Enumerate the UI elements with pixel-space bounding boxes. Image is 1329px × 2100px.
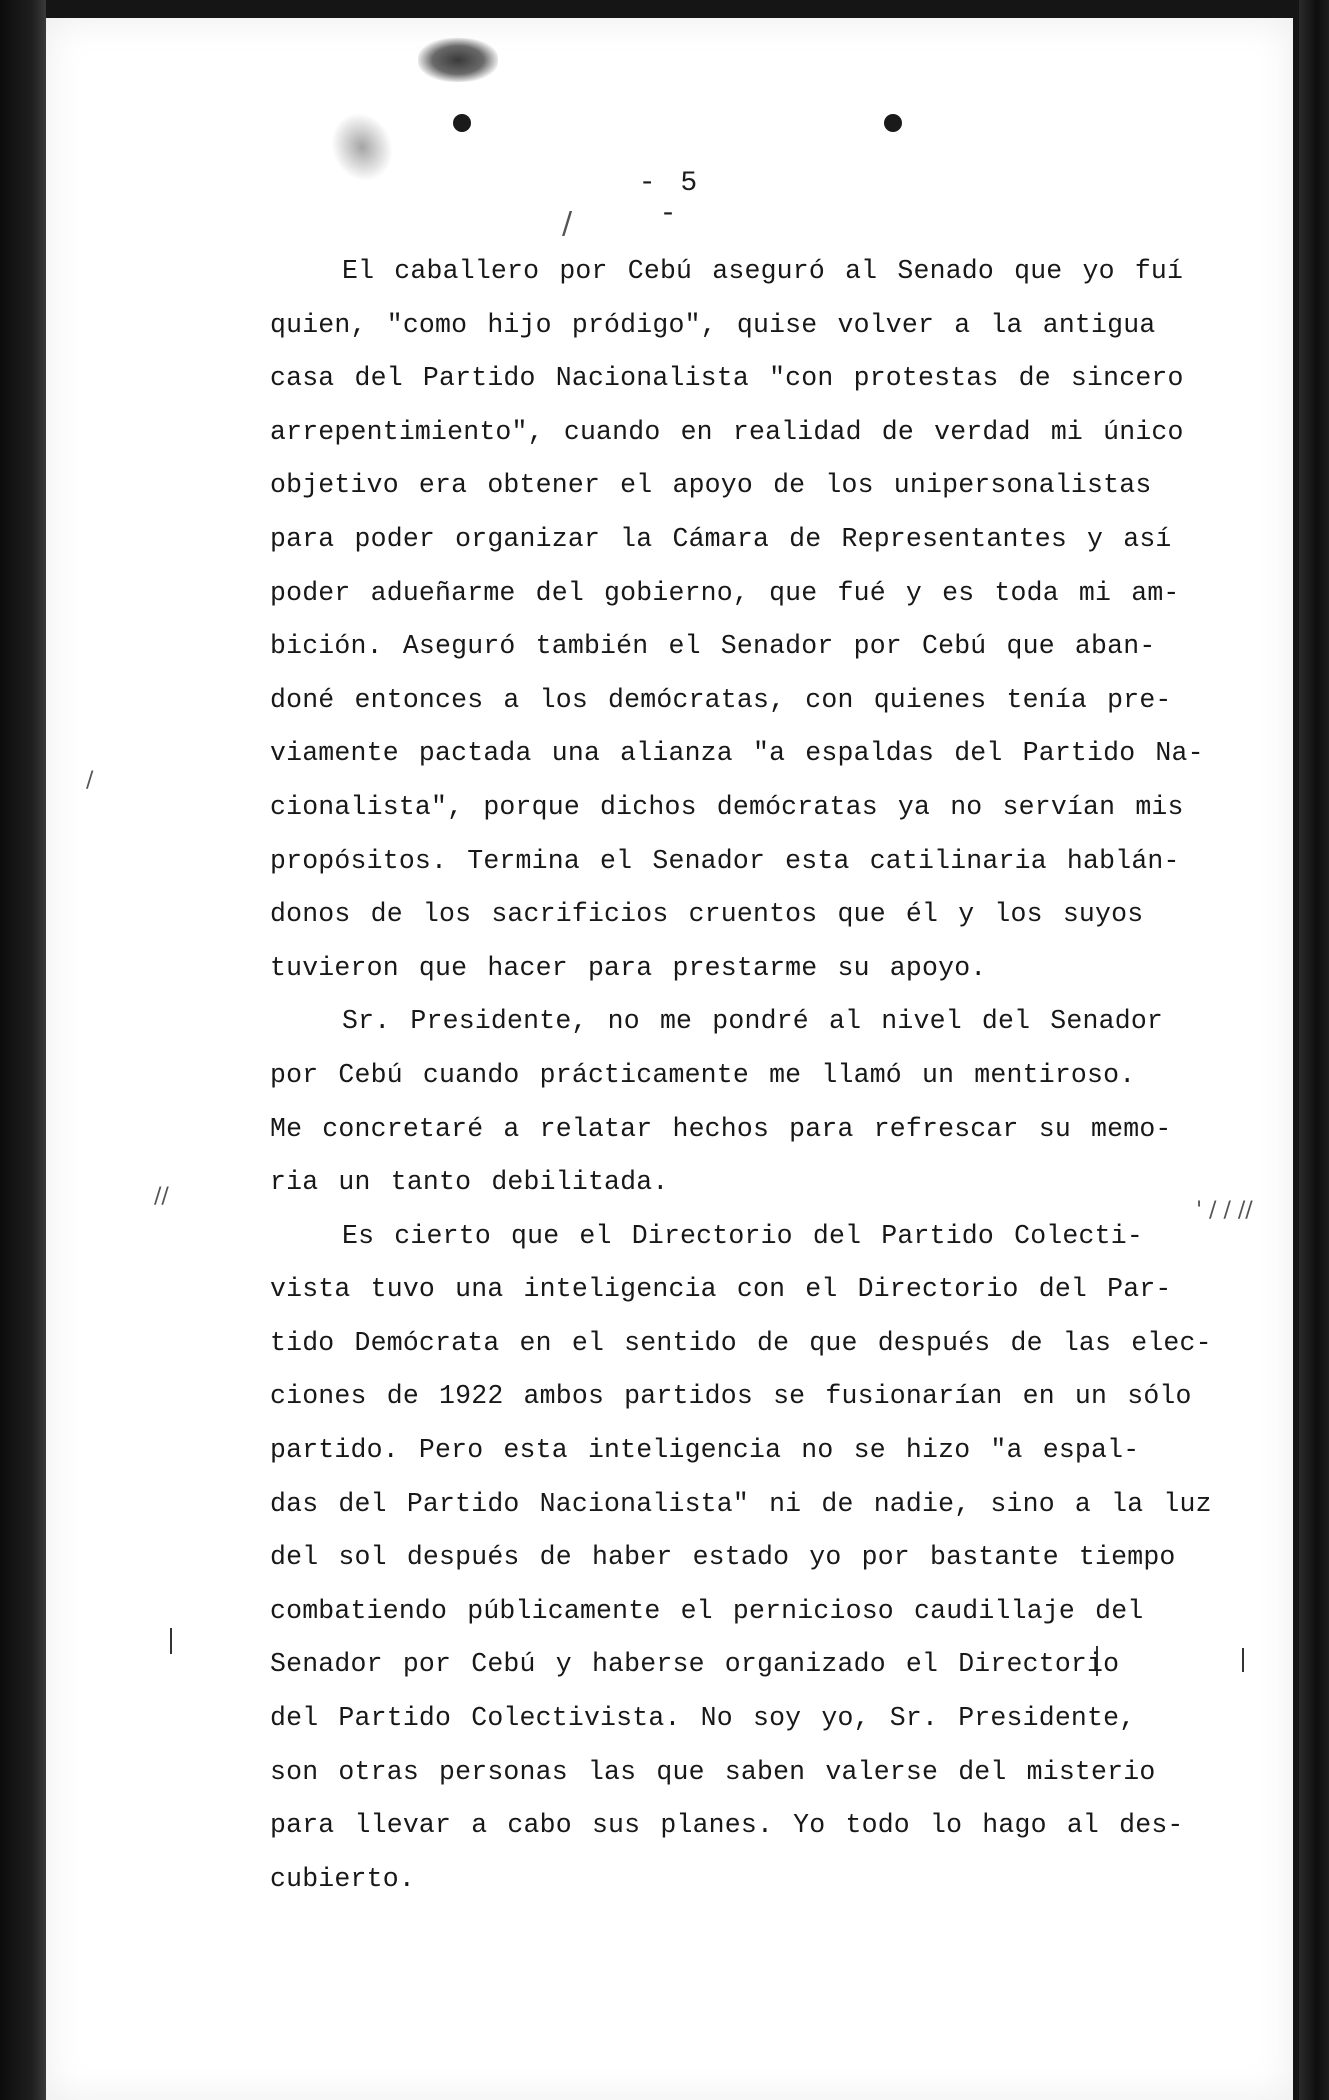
margin-tick — [1242, 1648, 1244, 1672]
text-line: bición. Aseguró también el Senador por Cebú que aban- — [270, 631, 1156, 662]
text-line: Es cierto que el Directorio del Partido Colecti- — [342, 1220, 1143, 1251]
text-line: casa del Partido Nacionalista "con protestas de sincero — [270, 363, 1184, 394]
text-line: del sol después de haber estado yo por bastante tiempo — [270, 1542, 1176, 1573]
punch-hole-left — [453, 114, 471, 132]
margin-tick — [170, 1628, 172, 1654]
scan-left-edge — [0, 0, 46, 2100]
pen-mark: / — [86, 768, 94, 793]
pen-mark: ' / / // — [1196, 1198, 1253, 1223]
text-line: Sr. Presidente, no me pondré al nivel del Senador — [342, 1006, 1164, 1037]
text-line: del Partido Colectivista. No soy yo, Sr. Presidente, — [270, 1703, 1136, 1734]
pen-mark: / — [562, 206, 573, 241]
punch-hole-right — [884, 114, 902, 132]
text-line: combatiendo públicamente el pernicioso caudillaje del — [270, 1595, 1144, 1626]
text-line: ciones de 1922 ambos partidos se fusionarían en un sólo — [270, 1381, 1192, 1412]
text-line: por Cebú cuando prácticamente me llamó un mentiroso. — [270, 1059, 1136, 1090]
text-line: arrepentimiento", cuando en realidad de verdad mi único — [270, 416, 1184, 447]
text-line: para llevar a cabo sus planes. Yo todo lo hago al des- — [270, 1810, 1184, 1841]
body-text — [270, 245, 1212, 1906]
text-line: viamente pactada una alianza "a espaldas del Partido Na- — [270, 738, 1204, 769]
text-line: partido. Pero esta inteligencia no se hizo "a espal- — [270, 1435, 1140, 1466]
text-line: son otras personas las que saben valerse del misterio — [270, 1756, 1156, 1787]
text-line: ria un tanto debilitada. — [270, 1167, 669, 1198]
text-line: tido Demócrata en el sentido de que después de las elec- — [270, 1327, 1212, 1358]
text-line: propósitos. Termina el Senador esta catilinaria hablán- — [270, 845, 1180, 876]
pen-mark: // — [154, 1184, 169, 1209]
ink-smudge — [418, 38, 498, 82]
text-line: doné entonces a los demócratas, con quienes tenía pre- — [270, 684, 1172, 715]
ink-smudge-small — [320, 103, 404, 192]
scan-right-edge — [1299, 0, 1329, 2100]
text-line: vista tuvo una inteligencia con el Directorio del Par- — [270, 1274, 1172, 1305]
text-line: cubierto. — [270, 1863, 415, 1894]
text-line: El caballero por Cebú aseguró al Senado que yo fuí — [342, 256, 1184, 286]
page-number: - 5 - — [638, 168, 702, 230]
text-line: das del Partido Nacionalista" ni de nadie, sino a la luz — [270, 1488, 1212, 1519]
text-line: Senador por Cebú y haberse organizado el Directorio — [270, 1649, 1120, 1680]
text-line: poder adueñarme del gobierno, que fué y es toda mi am- — [270, 577, 1180, 608]
text-line: para poder organizar la Cámara de Representantes y así — [270, 523, 1172, 554]
text-line: cionalista", porque dichos demócratas ya no servían mis — [270, 791, 1184, 822]
text-line: quien, "como hijo pródigo", quise volver a la antigua — [270, 309, 1156, 340]
text-line: tuvieron que hacer para prestarme su apoyo. — [270, 952, 987, 983]
text-line: donos de los sacrificios cruentos que él y los suyos — [270, 899, 1144, 930]
text-line: objetivo era obtener el apoyo de los unipersonalistas — [270, 470, 1152, 501]
text-line: Me concretaré a relatar hechos para refrescar su memo- — [270, 1113, 1172, 1144]
